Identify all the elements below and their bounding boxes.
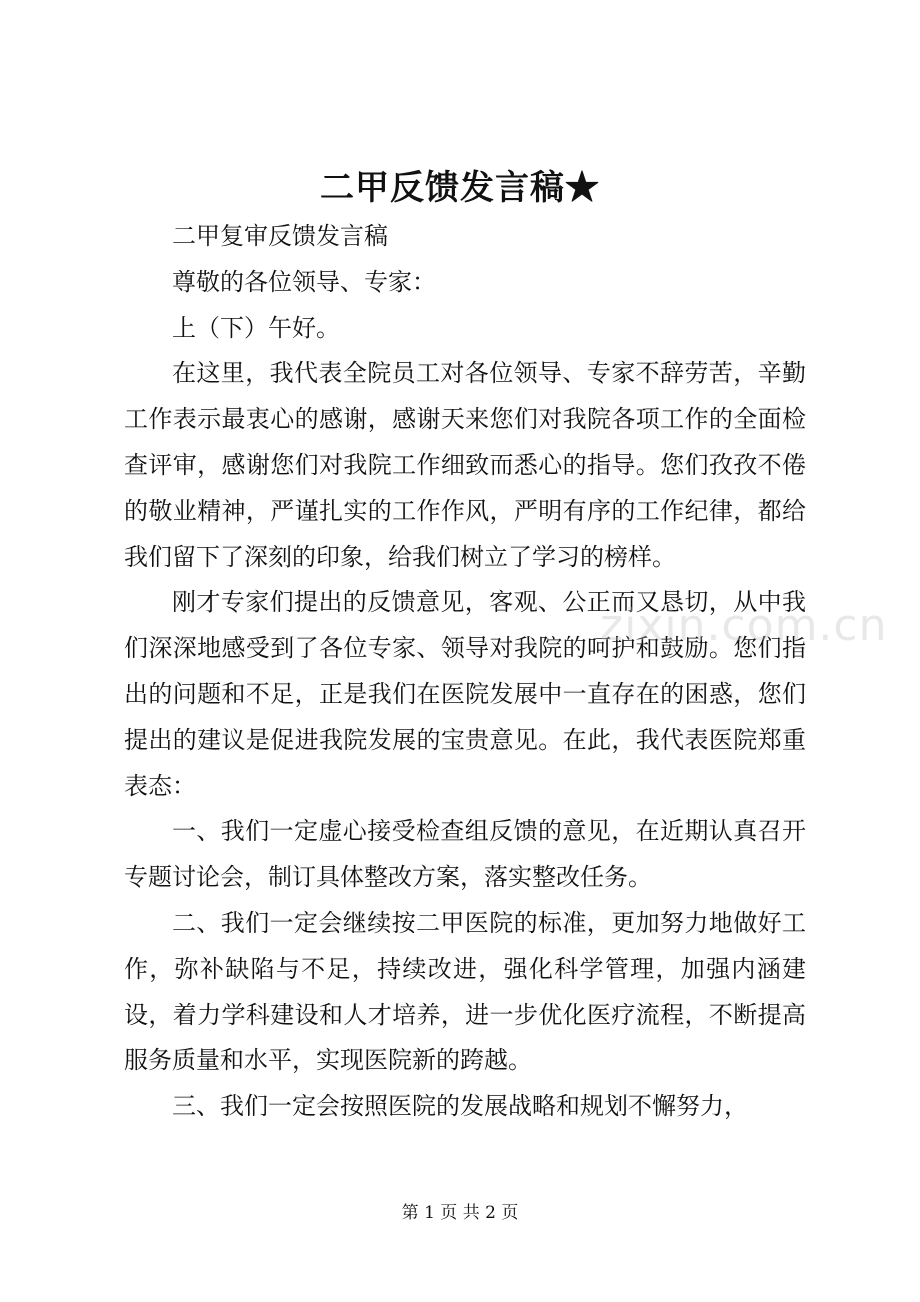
pledge-three-paragraph: 三、我们一定会按照医院的发展战略和规划不懈努力， (172, 1092, 748, 1121)
document-title: 二甲反馈发言稿★ (320, 168, 600, 208)
page-footer: 第 1 页 共 2 页 (401, 1203, 519, 1223)
pledge-one-paragraph: 一、我们一定虚心接受检查组反馈的意见，在近期认真召开专题讨论会，制订具体整改方案，落实整改任务。 (124, 817, 806, 892)
salutation-paragraph: 尊敬的各位领导、专家： (172, 267, 436, 296)
thanks-paragraph: 在这里，我代表全院员工对各位领导、专家不辞劳苦，辛勤工作表示最衷心的感谢，感谢天来您们对我院各项工作的全面检查评审，感谢您们对我院工作细致而悉心的指导。您们孜孜不倦的敬业精神，严谨扎实的工作作风，严明有序的工作纪律，都给我们留下了深刻的印象，给我们树立了学习的榜样。 (124, 359, 806, 571)
pledge-two-paragraph: 二、我们一定会继续按二甲医院的标准，更加努力地做好工作，弥补缺陷与不足，持续改进，强化科学管理，加强内涵建设，着力学科建设和人才培养，进一步优化医疗流程，不断提高服务质量和水平，实现医院新的跨越。 (124, 908, 806, 1075)
subtitle-paragraph: 二甲复审反馈发言稿 (172, 222, 388, 250)
greeting-paragraph: 上（下）午好。 (172, 313, 340, 342)
watermark-logo: zixin.com.cn (600, 600, 888, 651)
document-body (124, 214, 806, 1130)
feedback-paragraph: 刚才专家们提出的反馈意见，客观、公正而又恳切，从中我们深深地感受到了各位专家、领导对我院的呵护和鼓励。您们指出的问题和不足，正是我们在医院发展中一直存在的困惑，您们提出的建议是促进我院发展的宝贵意见。在此，我代表医院郑重表态： (124, 588, 806, 800)
